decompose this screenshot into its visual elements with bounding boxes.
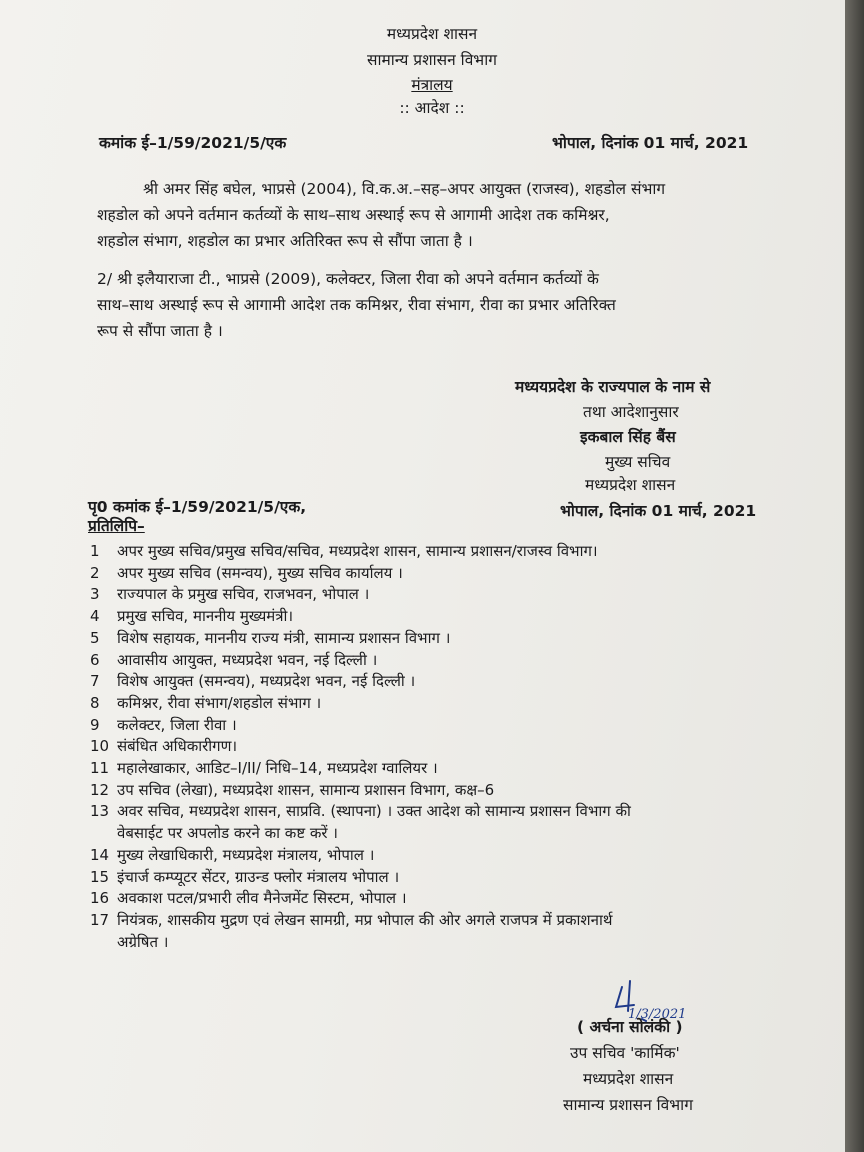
paragraph-1-line: शहडोल को अपने वर्तमान कर्तव्यों के साथ–साथ अस्थाई रूप से आगामी आदेश तक कमिश्नर,	[97, 206, 610, 224]
list-item: 2 अपर मुख्य सचिव (समन्वय), मुख्य सचिव कार्यालय ।	[90, 563, 403, 582]
list-item: 3 राज्यपाल के प्रमुख सचिव, राजभवन, भोपाल ।	[90, 585, 370, 604]
paragraph-1-line: श्री अमर सिंह बघेल, भाप्रसे (2004), वि.क.अ.–सह–अपर आयुक्त (राजस्व), शहडोल संभाग	[143, 180, 666, 198]
signature2-name: ( अर्चना सोलंकी )	[577, 1018, 683, 1036]
list-item-continuation: वेबसाईट पर अपलोड करने का कष्ट करें ।	[117, 824, 338, 843]
signature1-designation: मुख्य सचिव	[605, 453, 671, 471]
paragraph-2-line: 2/ श्री इलैयाराजा टी., भाप्रसे (2009), कलेक्टर, जिला रीवा को अपने वर्तमान कर्तव्यों के	[97, 270, 599, 288]
list-item: 12 उप सचिव (लेखा), मध्यप्रदेश शासन, सामान्य प्रशासन विभाग, कक्ष–6	[90, 780, 495, 799]
order-number: कमांक ई–1/59/2021/5/एक	[99, 134, 287, 152]
copy-list	[90, 541, 805, 953]
signature2-designation: उप सचिव 'कार्मिक'	[570, 1044, 680, 1062]
signature1-order-note: तथा आदेशानुसार	[583, 403, 679, 421]
paragraph-1-line: शहडोल संभाग, शहडोल का प्रभार अतिरिक्त रूप से सौंपा जाता है ।	[97, 232, 473, 250]
page-edge-shadow	[845, 0, 864, 1152]
header-order-title: :: आदेश ::	[399, 99, 465, 117]
paragraph-2	[97, 266, 787, 344]
list-item: 6 आवासीय आयुक्त, मध्यप्रदेश भवन, नई दिल्ली ।	[90, 650, 378, 669]
signature2-government: मध्यप्रदेश शासन	[583, 1070, 674, 1088]
handwritten-date: 1/3/2021	[628, 1007, 687, 1022]
endorsement-number: पृ0 कमांक ई–1/59/2021/5/एक,	[88, 498, 307, 516]
list-item-continuation: अग्रेषित ।	[117, 932, 169, 951]
list-item: 1 अपर मुख्य सचिव/प्रमुख सचिव/सचिव, मध्यप्रदेश शासन, सामान्य प्रशासन/राजस्व विभाग।	[90, 542, 598, 560]
list-item: 15 इंचार्ज कम्प्यूटर सेंटर, ग्राउन्ड फ्लोर मंत्रालय भोपाल ।	[90, 867, 400, 886]
paragraph-1	[97, 176, 787, 254]
list-item: 17 नियंत्रक, शासकीय मुद्रण एवं लेखन सामग्री, मप्र भोपाल की ओर अगले राजपत्र में प्रकाशनार्थ	[90, 910, 613, 929]
list-item: 4 प्रमुख सचिव, माननीय मुख्यमंत्री।	[90, 607, 294, 626]
list-item: 10 संबंधित अधिकारीगण।	[90, 737, 238, 756]
paragraph-2-line: साथ–साथ अस्थाई रूप से आगामी आदेश तक कमिश्नर, रीवा संभाग, रीवा का प्रभार अतिरिक्त	[97, 296, 616, 314]
header-government: मध्यप्रदेश शासन	[386, 25, 478, 43]
list-item: 8 कमिश्नर, रीवा संभाग/शहडोल संभाग ।	[90, 693, 322, 712]
signature2-department: सामान्य प्रशासन विभाग	[563, 1096, 693, 1114]
list-item: 13 अवर सचिव, मध्यप्रदेश शासन, साप्रवि. (स्थापना) । उक्त आदेश को सामान्य प्रशासन विभाग की	[90, 802, 631, 821]
copy-to-label: प्रतिलिपि–	[88, 517, 145, 535]
list-item: 9 कलेक्टर, जिला रीवा ।	[90, 715, 237, 734]
list-item: 11 महालेखाकार, आडिट–I/II/ निधि–14, मध्यप्रदेश ग्वालियर ।	[90, 759, 438, 778]
signature1-government: मध्यप्रदेश शासन	[585, 476, 676, 494]
signature1-authority: मध्ययप्रदेश के राज्यपाल के नाम से	[515, 378, 711, 396]
paragraph-2-line: रूप से सौंपा जाता है ।	[97, 322, 223, 340]
header-ministry: मंत्रालय	[411, 76, 453, 94]
signature1-name: इकबाल सिंह बैंस	[580, 428, 676, 446]
header-department: सामान्य प्रशासन विभाग	[367, 51, 497, 69]
order-place-date: भोपाल, दिनांक 01 मार्च, 2021	[552, 134, 749, 152]
list-item: 16 अवकाश पटल/प्रभारी लीव मैनेजमेंट सिस्टम, भोपाल ।	[90, 889, 407, 908]
list-item: 5 विशेष सहायक, माननीय राज्य मंत्री, सामान्य प्रशासन विभाग ।	[90, 628, 451, 647]
list-item: 14 मुख्य लेखाधिकारी, मध्यप्रदेश मंत्रालय, भोपाल ।	[90, 845, 375, 864]
endorsement-place-date: भोपाल, दिनांक 01 मार्च, 2021	[560, 502, 757, 520]
list-item: 7 विशेष आयुक्त (समन्वय), मध्यप्रदेश भवन, नई दिल्ली ।	[90, 672, 416, 691]
